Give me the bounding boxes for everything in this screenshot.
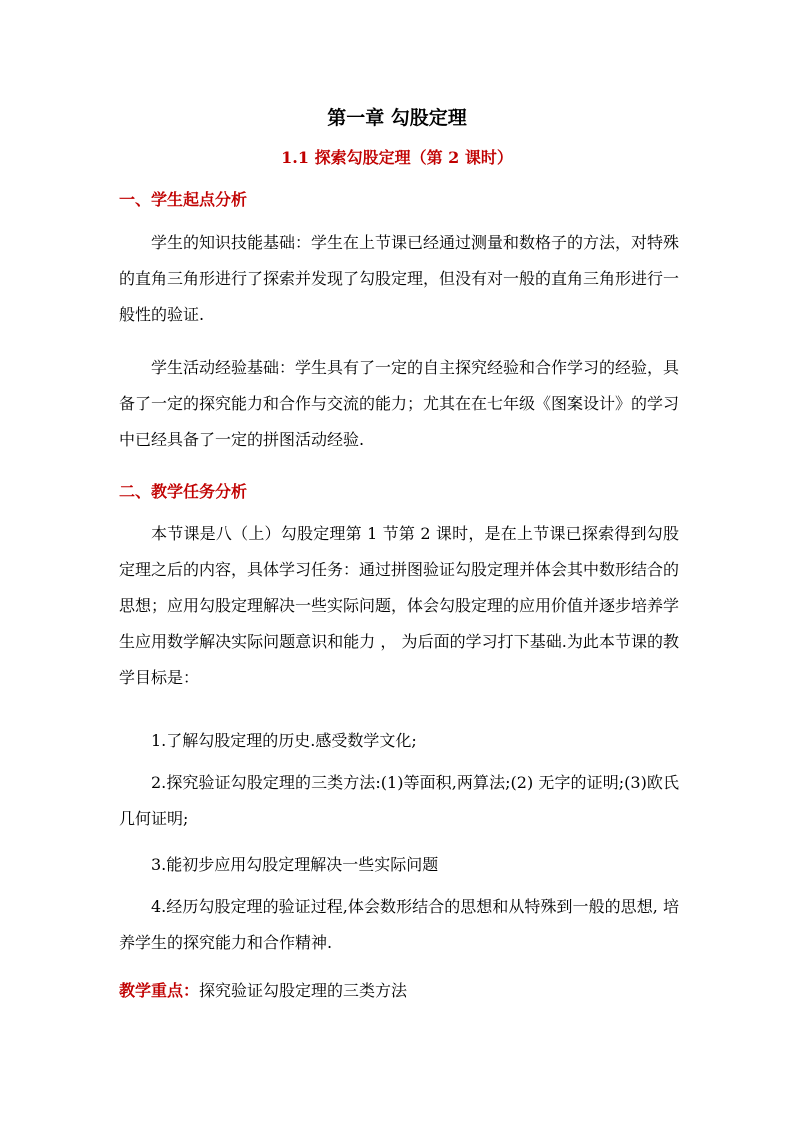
- paragraph-task-description: 本节课是八（上）勾股定理第 1 节第 2 课时，是在上节课已探索得到勾股定理之后的内容，具体学习任务：通过拼图验证勾股定理并体会其中数形结合的思想；应用勾股定理解决一些实际问题，体会勾股定理的应用价值并逐步培养学生应用数学解决实际问题意识和能力 ， 为后面的学习打下基础.为此本节课的教学目标是：: [119, 524, 680, 687]
- teaching-keypoint: [119, 979, 679, 1003]
- chapter-title: 第一章 勾股定理: [327, 107, 467, 129]
- teaching-goal-3: 3.能初步应用勾股定理解决一些实际问题: [151, 855, 439, 874]
- paragraph-activity-experience: 学生活动经验基础：学生具有了一定的自主探究经验和合作学习的经验，具备了一定的探究能力和合作与交流的能力；尤其在在七年级《图案设计》的学习中已经具备了一定的拼图活动经验.: [119, 358, 680, 449]
- keypoint-label: 教学重点：: [119, 981, 200, 1000]
- lesson-subtitle: 1.1 探索勾股定理（第 2 课时）: [281, 148, 513, 167]
- section-heading-task-analysis: 二、教学任务分析: [119, 482, 248, 501]
- teaching-goal-4: 4.经历勾股定理的验证过程,体会数形结合的思想和从特殊到一般的思想, 培养学生的探究能力和合作精神.: [119, 897, 679, 952]
- paragraph-knowledge-basis: 学生的知识技能基础：学生在上节课已经通过测量和数格子的方法，对特殊的直角三角形进行了探索并发现了勾股定理，但没有对一般的直角三角形进行一般性的验证.: [119, 233, 680, 324]
- section-heading-student-analysis: 一、学生起点分析: [119, 190, 248, 209]
- keypoint-text: 探究验证勾股定理的三类方法: [199, 981, 408, 1000]
- teaching-goal-2: 2.探究验证勾股定理的三类方法:(1)等面积,两算法;(2) 无字的证明;(3)欧氏几何证明;: [119, 773, 679, 828]
- teaching-goal-1: 1.了解勾股定理的历史.感受数学文化;: [151, 731, 417, 750]
